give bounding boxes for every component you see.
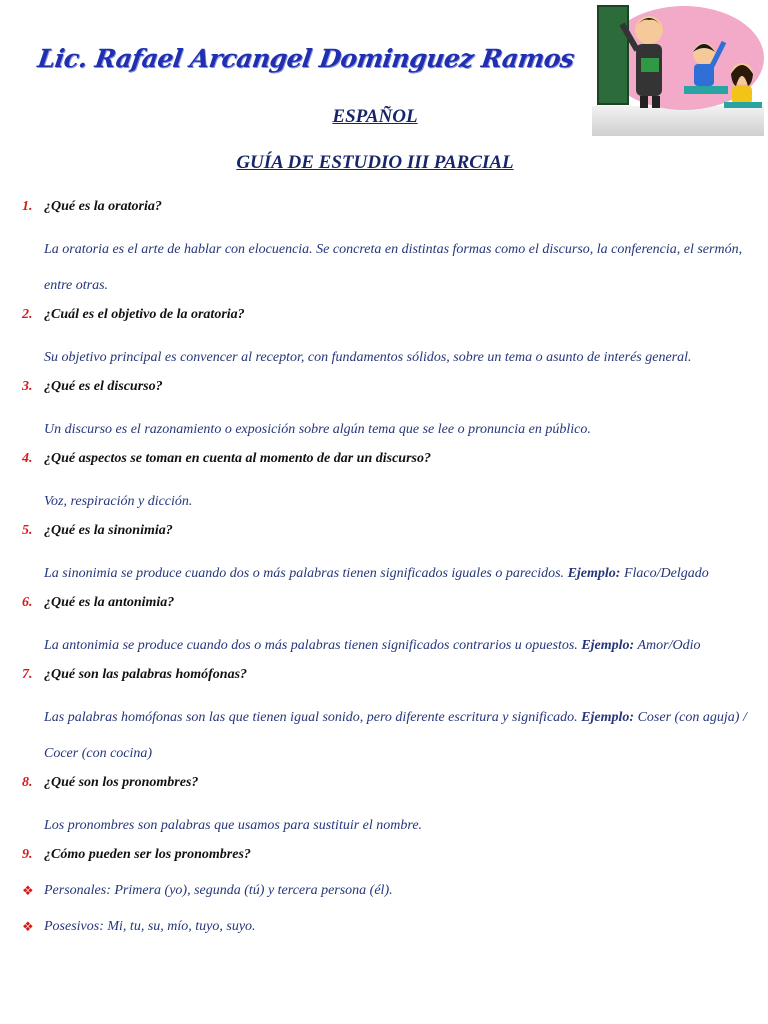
question-text: ¿Qué son los pronombres? [44, 775, 199, 790]
question-6 [22, 592, 752, 628]
example-text: Amor/Odio [637, 638, 701, 653]
author-name: Lic. Rafael Arcangel Dominguez Ramos [35, 44, 576, 73]
question-number: 4. [22, 451, 33, 466]
study-guide-list [22, 196, 752, 952]
question-text: ¿Qué es la sinonimia? [44, 523, 173, 538]
answer-text: La antonimia se produce cuando dos o más palabras tienen significados contrarios u opuestos. [44, 638, 578, 653]
question-1 [22, 196, 752, 232]
subject-heading: ESPAÑOL [332, 106, 418, 127]
question-number: 3. [22, 379, 33, 394]
question-number: 9. [22, 847, 33, 862]
answer-5 [44, 556, 752, 592]
question-text: ¿Qué es la antonimia? [44, 595, 175, 610]
question-text: ¿Qué son las palabras homófonas? [44, 667, 248, 682]
question-2 [22, 304, 752, 340]
question-text: ¿Cuál es el objetivo de la oratoria? [44, 307, 245, 322]
answer-3: Un discurso es el razonamiento o exposición sobre algún tema que se lee o pronuncia en público. [44, 422, 591, 437]
question-number: 6. [22, 595, 33, 610]
example-label: Ejemplo: [581, 638, 635, 653]
bullet-text: Posesivos: Mi, tu, su, mío, tuyo, suyo. [44, 919, 256, 934]
question-4 [22, 448, 752, 484]
answer-text: Las palabras homófonas son las que tienen igual sonido, pero diferente escritura y significado. [44, 710, 578, 725]
question-text: ¿Qué aspectos se toman en cuenta al momento de dar un discurso? [44, 451, 431, 466]
diamond-bullet-icon: ❖ [22, 919, 34, 934]
bullet-text: Personales: Primera (yo), segunda (tú) y tercera persona (él). [44, 883, 393, 898]
bullet-item [22, 880, 752, 916]
question-number: 7. [22, 667, 33, 682]
example-label: Ejemplo: [567, 566, 621, 581]
question-7 [22, 664, 752, 700]
question-number: 8. [22, 775, 33, 790]
question-text: ¿Qué es la oratoria? [44, 199, 162, 214]
question-8 [22, 772, 752, 808]
example-text: Flaco/Delgado [623, 566, 709, 581]
question-number: 1. [22, 199, 33, 214]
question-text: ¿Qué es el discurso? [44, 379, 163, 394]
question-3 [22, 376, 752, 412]
diamond-bullet-icon: ❖ [22, 883, 34, 898]
question-5 [22, 520, 752, 556]
question-number: 5. [22, 523, 33, 538]
answer-7 [44, 700, 752, 772]
answer-2: Su objetivo principal es convencer al receptor, con fundamentos sólidos, sobre un tema o asunto de interés general. [44, 350, 692, 365]
answer-4: Voz, respiración y dicción. [44, 494, 193, 509]
answer-text: La sinonimia se produce cuando dos o más palabras tienen significados iguales o parecidos. [44, 566, 565, 581]
bullet-item [22, 916, 752, 952]
answer-6 [44, 628, 752, 664]
answer-1: La oratoria es el arte de hablar con elocuencia. Se concreta en distintas formas como el discurso, la conferencia, el sermón, entre otras. [44, 242, 743, 293]
question-text: ¿Cómo pueden ser los pronombres? [44, 847, 251, 862]
question-9 [22, 844, 752, 880]
guide-title: GUÍA DE ESTUDIO III PARCIAL [236, 152, 514, 173]
question-number: 2. [22, 307, 33, 322]
example-label: Ejemplo: [581, 710, 635, 725]
answer-8: Los pronombres son palabras que usamos para sustituir el nombre. [44, 818, 423, 833]
example-text: Coser (con aguja) / Cocer (con cocina) [44, 710, 747, 761]
